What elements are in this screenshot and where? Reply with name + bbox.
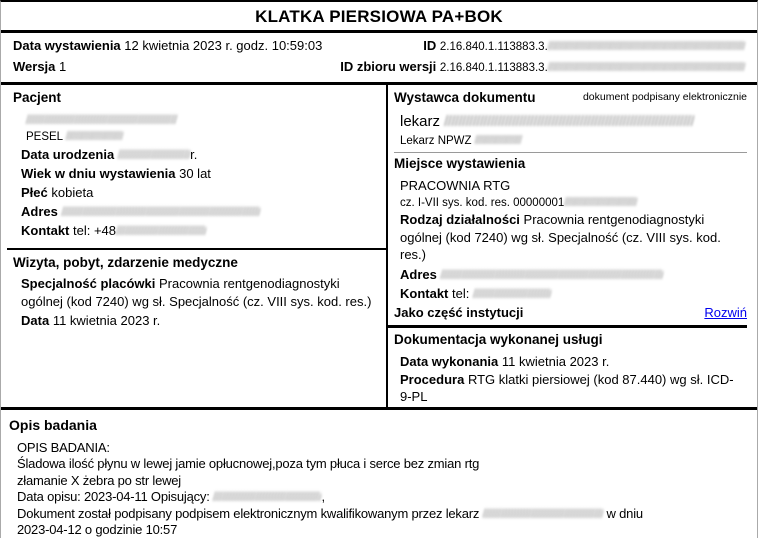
issuer-heading: Wystawca dokumentu (394, 90, 536, 105)
version-set-id-redacted: //////////////////////////////////////////////////////////////////////////// (547, 62, 745, 74)
report-signer-redacted: //////////////////////////////////////// (482, 505, 604, 521)
issue-date-row (13, 36, 322, 57)
visit-date-label: Data (21, 313, 50, 328)
patient-heading: Pacjent (13, 90, 62, 105)
signed-electronically-note: dokument podpisany elektronicznie (582, 91, 747, 103)
procedure-value: RTG klatki piersiowej (kod 87.440) wg sł. ICD-9-PL (400, 371, 734, 404)
service-procedure-row (394, 371, 747, 406)
place-code-value: 00000001 (513, 197, 565, 209)
visit-specialty-row (13, 275, 386, 310)
place-contact-value: tel: (452, 285, 470, 301)
report-line-2: Śladowa ilość płynu w lewej jamie opłucnowej,poza tym płuca i serce bez zmian rtg (17, 456, 480, 471)
institution-row (394, 304, 747, 322)
sex-label: Płeć (21, 185, 48, 200)
sex-value: kobieta (51, 185, 94, 200)
right-column (386, 85, 757, 407)
issue-date-value: 12 kwietnia 2023 r. godz. 10:59:03 (124, 38, 323, 53)
report-heading: Opis badania (9, 416, 97, 433)
report-describer-redacted: //////////////////////////////////// (213, 489, 322, 504)
pesel-redacted: ////////////////////// (65, 131, 123, 143)
doctor-name-redacted: ////////////////////////////////////////////////////////////////////// (444, 113, 694, 130)
meta-section (1, 33, 757, 82)
report-line4-suffix: , (321, 489, 325, 504)
age-value: 30 lat (179, 166, 211, 181)
patient-contact-value: tel: +48 (73, 223, 117, 238)
patient-name-row (13, 110, 386, 129)
place-contact-label: Kontakt (400, 285, 449, 301)
service-date-row (394, 352, 747, 371)
patient-contact-row (13, 221, 386, 240)
document-header (1, 2, 757, 30)
patient-birth-row (13, 145, 386, 164)
issuer-npwz-row (394, 133, 747, 149)
meta-row-1 (13, 36, 745, 57)
expand-link[interactable]: Rozwiń (704, 304, 747, 320)
document-id-redacted: //////////////////////////////////////////////////////////////////////////// (547, 41, 745, 53)
place-name: PRACOWNIA RTG (400, 178, 511, 193)
pesel-label: PESEL (26, 131, 63, 143)
npwz-redacted: ////////////////// (474, 135, 522, 147)
report-line-4 (9, 489, 747, 506)
issuer-heading-row (394, 87, 747, 110)
place-heading: Miejsce wystawienia (394, 156, 526, 171)
birth-suffix: r. (190, 147, 198, 162)
patient-address-label: Adres (21, 204, 58, 219)
patient-contact-label: Kontakt (21, 223, 70, 238)
report-section (1, 410, 757, 538)
version-set-id-prefix: 2.16.840.1.113883.3. (439, 62, 548, 74)
birth-redacted: //////////////////////// (117, 147, 191, 162)
version-row (13, 57, 66, 78)
activity-label: Rodzaj działalności (400, 212, 520, 227)
meta-row-2 (13, 57, 745, 78)
place-address-row (394, 265, 747, 284)
issuer-doctor-row (394, 111, 747, 133)
place-activity-row (394, 211, 747, 264)
place-name-row (394, 176, 747, 195)
age-label: Wiek w dniu wystawienia (21, 166, 176, 181)
report-line-1: OPIS BADANIA: (17, 439, 110, 455)
service-date-label: Data wykonania (400, 353, 499, 369)
report-signature-suffix: w dniu (606, 505, 643, 521)
report-line-6: 2023-04-12 o godzinie 10:57 (17, 522, 178, 537)
patient-address-row (13, 202, 386, 221)
service-divider (388, 325, 747, 328)
service-date-value: 11 kwietnia 2023 r. (501, 353, 610, 369)
report-line-3: złamanie X żebra po str lewej (17, 472, 181, 488)
visit-heading: Wizyta, pobyt, zdarzenie medyczne (13, 255, 238, 270)
procedure-label: Procedura (400, 371, 465, 387)
patient-age-row (13, 164, 386, 183)
npwz-label: Lekarz NPWZ (400, 135, 472, 147)
two-column-area (1, 85, 757, 407)
patient-pesel-row (13, 129, 386, 145)
visit-divider (7, 248, 386, 250)
place-code-row (394, 195, 747, 211)
report-date-prefix: Data opisu: 2023-04-11 Opisujący: (17, 489, 210, 504)
specialty-label: Specjalność placówki (21, 276, 156, 291)
place-address-label: Adres (400, 266, 437, 282)
visit-date-value: 11 kwietnia 2023 r. (52, 313, 161, 328)
version-set-id-label: ID zbioru wersji (340, 59, 437, 74)
patient-sex-row (13, 183, 386, 202)
birth-label: Data urodzenia (21, 147, 115, 162)
version-value: 1 (59, 59, 67, 74)
version-label: Wersja (13, 59, 56, 74)
activity-value: Pracownia rentgenodiagnostyki ogólnej (kod 7240) wg sł. Specjalność (cz. VIII sys. kod. res.) (400, 212, 721, 262)
place-contact-row (394, 284, 747, 303)
doctor-prefix: lekarz (400, 113, 441, 130)
document-id-label: ID (423, 38, 437, 53)
place-code-label: cz. I-VII sys. kod. res. (400, 197, 510, 209)
report-signature-prefix: Dokument został podpisany podpisem elektronicznym kwalifikowanym przez lekarz (17, 505, 480, 521)
place-code-redacted: //////////////////////////// (564, 197, 637, 209)
patient-contact-redacted: ////////////////////////////// (116, 223, 207, 238)
institution-label: Jako część instytucji (394, 304, 524, 320)
page-title: KLATKA PIERSIOWA PA+BOK (255, 7, 503, 26)
specialty-value: Pracownia rentgenodiagnostyki ogólnej (kod 7240) wg sł. Specjalność (cz. VIII sys. kod. res.) (21, 276, 372, 309)
place-address-redacted: ////////////////////////////////////////////////////////////////////////// (440, 266, 664, 282)
service-heading: Dokumentacja wykonanej usługi (394, 331, 603, 347)
version-set-id-row (340, 57, 745, 78)
document-id-row (423, 36, 745, 57)
place-contact-redacted: ////////////////////////// (472, 285, 552, 301)
issue-date-label: Data wystawienia (13, 38, 121, 53)
left-column (1, 85, 386, 407)
document-id-prefix: 2.16.840.1.113883.3. (439, 41, 548, 53)
issuer-divider (394, 152, 747, 153)
patient-name-redacted: ////////////////////////////////////////////////// (26, 112, 177, 127)
visit-date-row (13, 311, 386, 330)
report-line-5 (9, 506, 747, 523)
patient-address-redacted: ////////////////////////////////////////////////////////////////// (61, 204, 261, 219)
